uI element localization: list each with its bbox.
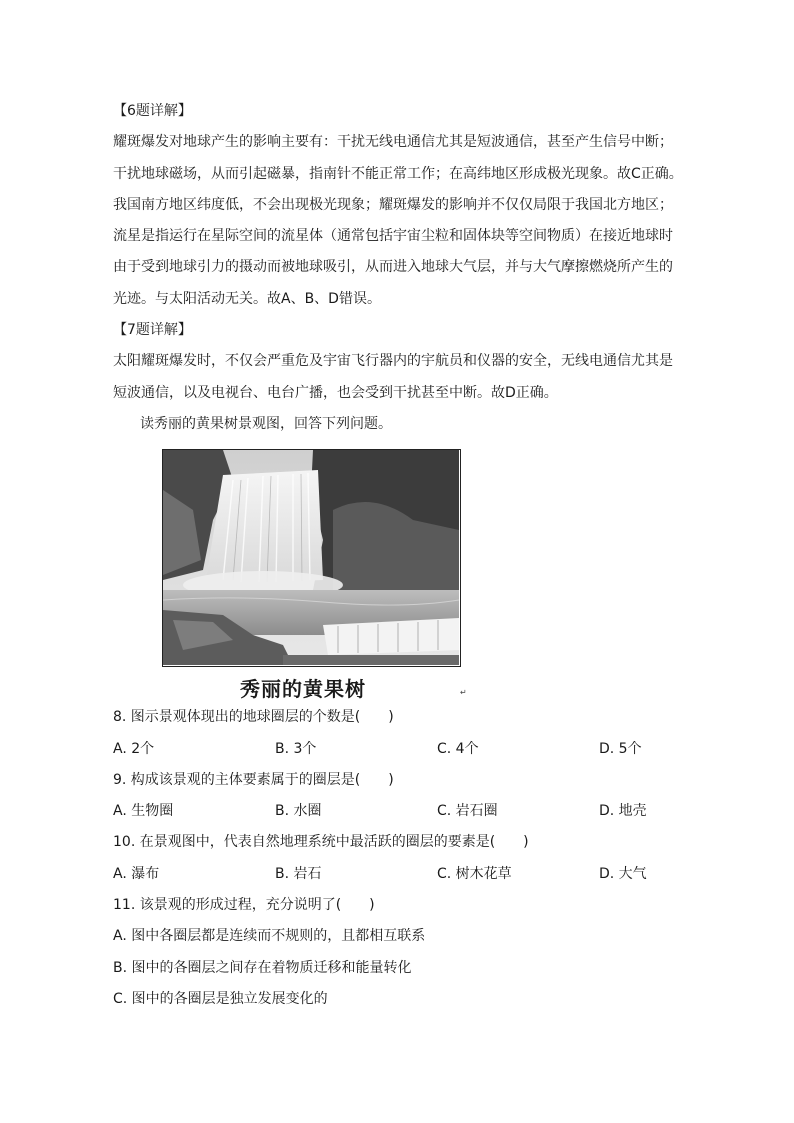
question-10 (113, 827, 693, 890)
option-c: C. 4个 (437, 740, 479, 757)
question-stem: 10. 在景观图中，代表自然地理系统中最活跃的圈层的要素是( ) (113, 834, 529, 851)
question-stem: 8. 图示景观体现出的地球圈层的个数是( ) (113, 709, 394, 726)
return-mark: ↵ (460, 688, 467, 698)
option-row (113, 796, 693, 827)
option-a: A. 生物圈 (113, 803, 174, 820)
option-b: B. 岩石 (275, 865, 322, 882)
question-9 (113, 765, 693, 828)
option-a: A. 2个 (113, 740, 155, 757)
q7-text-line: 太阳耀斑爆发时，不仅会严重危及宇宙飞行器内的宇航员和仪器的安全，无线电通信尤其是 (113, 353, 673, 370)
option-c: C. 树木花草 (437, 865, 512, 882)
figure-caption: 秀丽的黄果树 (240, 677, 366, 702)
landscape-figure (113, 440, 693, 702)
q6-text-line: 干扰地球磁场，从而引起磁暴，指南针不能正常工作；在高纬地区形成极光现象。故C正确。 (113, 165, 683, 182)
q6-text-line: 光迹。与太阳活动无关。故A、B、D错误。 (113, 290, 381, 307)
q6-text-line: 我国南方地区纬度低，不会出现极光现象；耀斑爆发的影响并不仅仅局限于我国北方地区； (113, 196, 673, 213)
q7-header: 【7题详解】 (113, 322, 192, 339)
question-11 (113, 890, 693, 1015)
option-c: C. 图中的各圈层是独立发展变化的 (113, 990, 328, 1007)
q6-text-line: 流星是指运行在星际空间的流星体（通常包括宇宙尘粒和固体块等空间物质）在接近地球时 (113, 228, 673, 245)
option-row (113, 859, 693, 890)
reading-prompt: 读秀丽的黄果树景观图，回答下列问题。 (140, 415, 392, 432)
q6-header: 【6题详解】 (113, 103, 192, 119)
waterfall-photo (162, 449, 461, 667)
option-d: D. 地壳 (599, 803, 647, 820)
q6-text-line: 由于受到地球引力的摄动而被地球吸引，从而进入地球大气层，并与大气摩擦燃烧所产生的 (113, 259, 673, 276)
option-b: B. 3个 (275, 740, 317, 757)
question-stem: 9. 构成该景观的主体要素属于的圈层是( ) (113, 771, 394, 788)
option-b: B. 图中的各圈层之间存在着物质迁移和能量转化 (113, 959, 412, 976)
option-a: A. 图中各圈层都是连续而不规则的，且都相互联系 (113, 928, 426, 945)
option-row (113, 734, 693, 765)
q7-text-line: 短波通信，以及电视台、电台广播，也会受到干扰甚至中断。故D正确。 (113, 384, 558, 401)
option-d: D. 大气 (599, 865, 647, 882)
q6-text-line: 耀斑爆发对地球产生的影响主要有：干扰无线电通信尤其是短波通信，甚至产生信号中断； (113, 134, 673, 151)
option-b: B. 水圈 (275, 803, 322, 820)
option-d: D. 5个 (599, 740, 642, 757)
option-c: C. 岩石圈 (437, 803, 498, 820)
question-stem: 11. 该景观的形成过程，充分说明了( ) (113, 897, 375, 914)
question-8 (113, 702, 693, 765)
option-a: A. 瀑布 (113, 865, 160, 882)
document-page (113, 96, 693, 1015)
